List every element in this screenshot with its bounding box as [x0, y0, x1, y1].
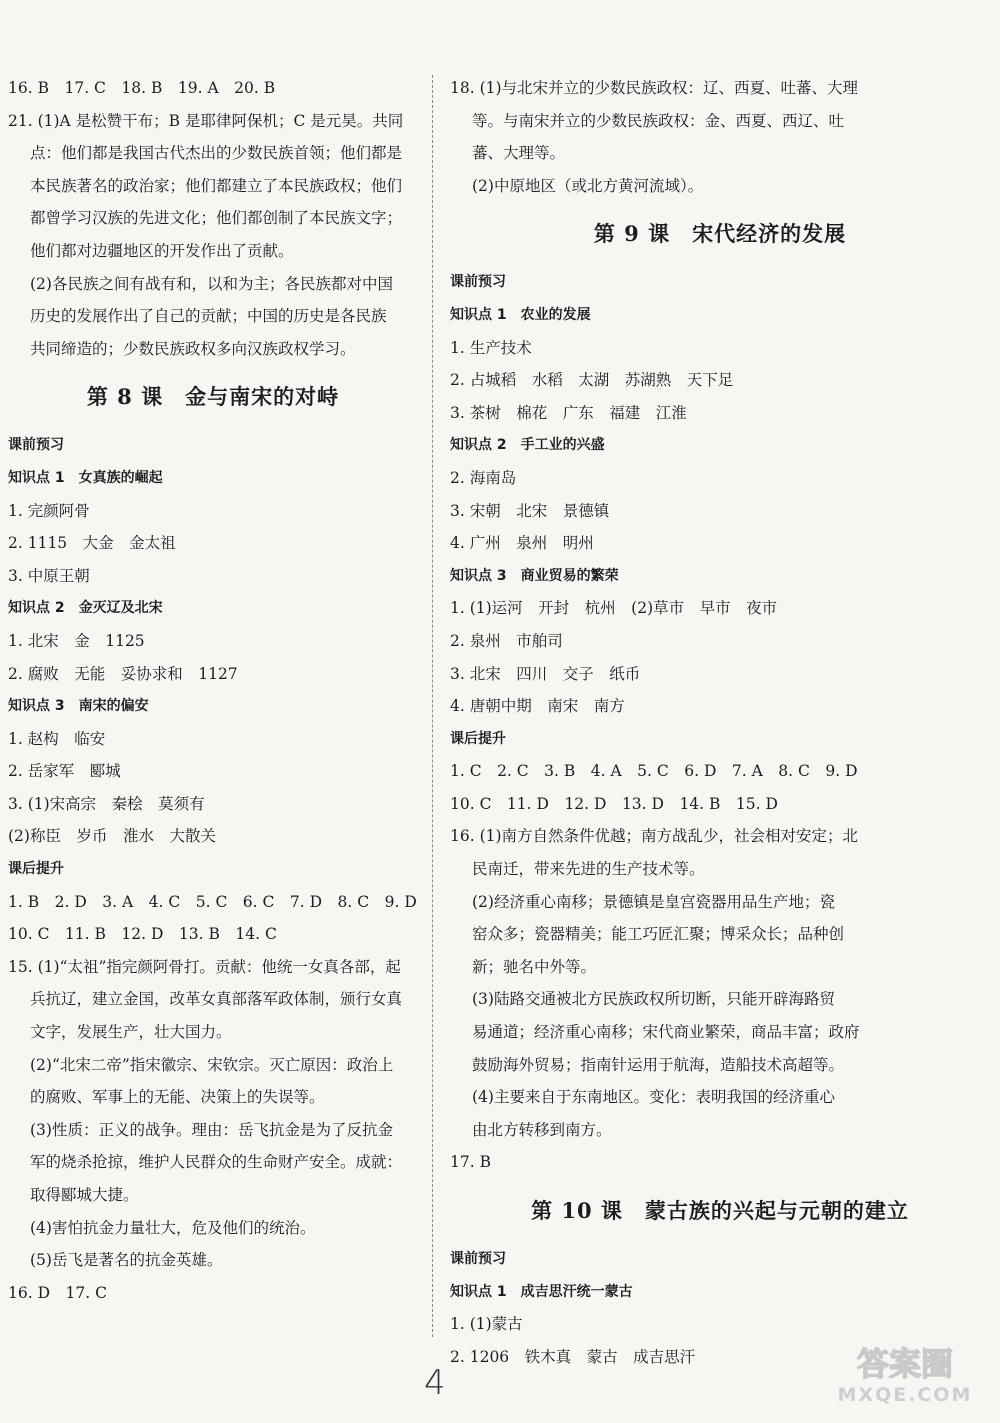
lesson-number: 第 9 课: [593, 221, 671, 247]
answer-line: 17. B: [450, 1153, 491, 1172]
answer-line: 1. (1)运河 开封 杭州 (2)草市 早市 夜市: [450, 599, 778, 618]
section-heading: 知识点 2 手工业的兴盛: [450, 437, 605, 454]
answer-line: 1. 赵构 临安: [8, 729, 106, 748]
watermark-top-text: 答案圈: [856, 1345, 954, 1383]
answer-line: 4. 唐朝中期 南宋 南方: [450, 697, 625, 716]
answer-line: (2)中原地区（或北方黄河流域）。: [472, 176, 704, 195]
answer-line: 鼓励海外贸易；指南针运用于航海，造船技术高超等。: [472, 1055, 845, 1074]
section-heading: 课前预习: [8, 437, 64, 454]
answer-line: 1. C 2. C 3. B 4. A 5. C 6. D 7. A 8. C 9. D: [450, 762, 858, 781]
lesson-title: [450, 202, 990, 266]
section-heading: 知识点 3 南宋的偏安: [8, 698, 149, 715]
answer-line: 由北方转移到南方。: [472, 1120, 612, 1139]
answer-line: 点：他们都是我国古代杰出的少数民族首领；他们都是: [30, 144, 403, 163]
section-heading: 知识点 1 女真族的崛起: [8, 469, 163, 486]
answer-line: 新；驰名中外等。: [472, 957, 597, 976]
answer-line: 兵抗辽，建立金国，改革女真部落军政体制，颁行女真: [30, 990, 403, 1009]
answer-line: 4. 广州 泉州 明州: [450, 534, 594, 553]
answer-line: 1. (1)蒙古: [450, 1315, 523, 1334]
lesson-number: 第 8 课: [86, 384, 164, 410]
answer-line: 2. 岳家军 郾城: [8, 762, 121, 781]
answer-line: 本民族著名的政治家；他们都建立了本民族政权；他们: [30, 176, 403, 195]
section-heading: 知识点 3 商业贸易的繁荣: [450, 567, 619, 584]
answer-line: (4)害怕抗金力量壮大，危及他们的统治。: [30, 1218, 316, 1237]
answer-line: 16. (1)南方自然条件优越；南方战乱少，社会相对安定；北: [450, 827, 859, 846]
answer-line: 18. (1)与北宋并立的少数民族政权：辽、西夏、吐蕃、大理: [450, 79, 859, 97]
answer-line: 等。与南宋并立的少数民族政权：金、西夏、西辽、吐: [472, 111, 845, 130]
right-column: [450, 72, 990, 1373]
answer-line: 2. 1206 铁木真 蒙古 成吉思汗: [450, 1347, 696, 1366]
answer-line: (3)陆路交通被北方民族政权所切断，只能开辟海路贸: [472, 990, 835, 1009]
answer-line: (2)各民族之间有战有和，以和为主；各民族都对中国: [30, 274, 393, 293]
section-heading: 知识点 1 农业的发展: [450, 306, 591, 323]
answer-line: 2. 海南岛: [450, 468, 517, 487]
answer-line: 3. (1)宋高宗 秦桧 莫须有: [8, 794, 205, 813]
answer-line: 他们都对边疆地区的开发作出了贡献。: [30, 241, 294, 260]
page-number: 4: [424, 1363, 446, 1403]
lesson-title: [450, 1179, 990, 1243]
answer-line: (5)岳飞是著名的抗金英雄。: [30, 1251, 223, 1270]
answer-line: 都曾学习汉族的先进文化；他们都创制了本民族文字；: [30, 209, 403, 228]
answer-line: 21. (1)A 是松赞干布；B 是耶律阿保机；C 是元昊。共同: [8, 111, 404, 130]
answer-line: 1. 生产技术: [450, 338, 532, 357]
answer-line: 1. 完颜阿骨: [8, 501, 90, 520]
section-heading: 知识点 2 金灭辽及北宋: [8, 600, 163, 617]
answer-line: (4)主要来自于东南地区。变化：表明我国的经济重心: [472, 1088, 835, 1107]
lesson-name: 蒙古族的兴起与元朝的建立: [644, 1198, 909, 1223]
lesson-name: 金与南宋的对峙: [185, 384, 340, 410]
answer-line: (2)经济重心南移；景德镇是皇宫瓷器用品生产地；瓷: [472, 892, 835, 911]
answer-line: (3)性质：正义的战争。理由：岳飞抗金是为了反抗金: [30, 1120, 393, 1139]
answer-line: 10. C 11. D 12. D 13. D 14. B 15. D: [450, 794, 778, 813]
answer-line: (2)“北宋二帝”指宋徽宗、宋钦宗。灭亡原因：政治上: [30, 1055, 394, 1074]
left-column: [8, 72, 418, 1309]
answer-line: 1. 北宋 金 1125: [8, 631, 145, 650]
answer-line: 3. 北宋 四川 交子 纸币: [450, 664, 641, 683]
watermark-logo: [820, 1339, 990, 1409]
lesson-number: 第 10 课: [531, 1198, 623, 1223]
section-heading: 课后提升: [8, 861, 64, 878]
section-heading: 课前预习: [450, 1251, 506, 1267]
answer-line: 取得郾城大捷。: [30, 1186, 139, 1204]
lesson-title: [8, 365, 418, 429]
answer-line: 的腐败、军事上的无能、决策上的失误等。: [30, 1088, 325, 1107]
answer-line: 2. 腐败 无能 妥协求和 1127: [8, 664, 238, 683]
column-divider: [432, 75, 433, 1337]
answer-line: 易通道；经济重心南移；宋代商业繁荣，商品丰富；政府: [472, 1023, 860, 1042]
section-heading: 知识点 1 成吉思汗统一蒙古: [450, 1283, 633, 1300]
answer-line: 2. 1115 大金 金太祖: [8, 534, 176, 553]
lesson-name: 宋代经济的发展: [692, 221, 847, 247]
answer-line: 15. (1)“太祖”指完颜阿骨打。贡献：他统一女真各部，起: [8, 957, 401, 976]
answer-line: 蕃、大理等。: [472, 144, 566, 163]
answer-line: 3. 宋朝 北宋 景德镇: [450, 501, 610, 520]
answer-line: 3. 中原王朝: [8, 566, 90, 585]
section-heading: 课后提升: [450, 730, 506, 747]
answer-line: 历史的发展作出了自己的贡献；中国的历史是各民族: [30, 307, 387, 326]
answer-line: 16. D 17. C: [8, 1283, 107, 1302]
answer-line: 2. 泉州 市舶司: [450, 631, 563, 650]
answer-line: 16. B 17. C 18. B 19. A 20. B: [8, 79, 276, 97]
answer-line: 1. B 2. D 3. A 4. C 5. C 6. C 7. D 8. C 9. D: [8, 892, 417, 911]
answer-line: 2. 占城稻 水稻 太湖 苏湖熟 天下足: [450, 371, 734, 390]
answer-line: 文字，发展生产，壮大国力。: [30, 1023, 232, 1042]
answer-line: 民南迁，带来先进的生产技术等。: [472, 860, 705, 879]
answer-line: 共同缔造的；少数民族政权多向汉族政权学习。: [30, 339, 356, 358]
watermark-bottom-text: MXQE.COM: [837, 1384, 973, 1406]
answer-line: 3. 茶树 棉花 广东 福建 江淮: [450, 403, 687, 422]
answer-line: 军的烧杀抢掠，维护人民群众的生命财产安全。成就：: [30, 1153, 403, 1172]
section-heading: 课前预习: [450, 274, 506, 291]
answer-line: 10. C 11. B 12. D 13. B 14. C: [8, 925, 277, 944]
answer-line: 窑众多；瓷器精美；能工巧匠汇聚；博采众长；品种创: [472, 925, 845, 944]
answer-line: (2)称臣 岁币 淮水 大散关: [8, 827, 216, 846]
